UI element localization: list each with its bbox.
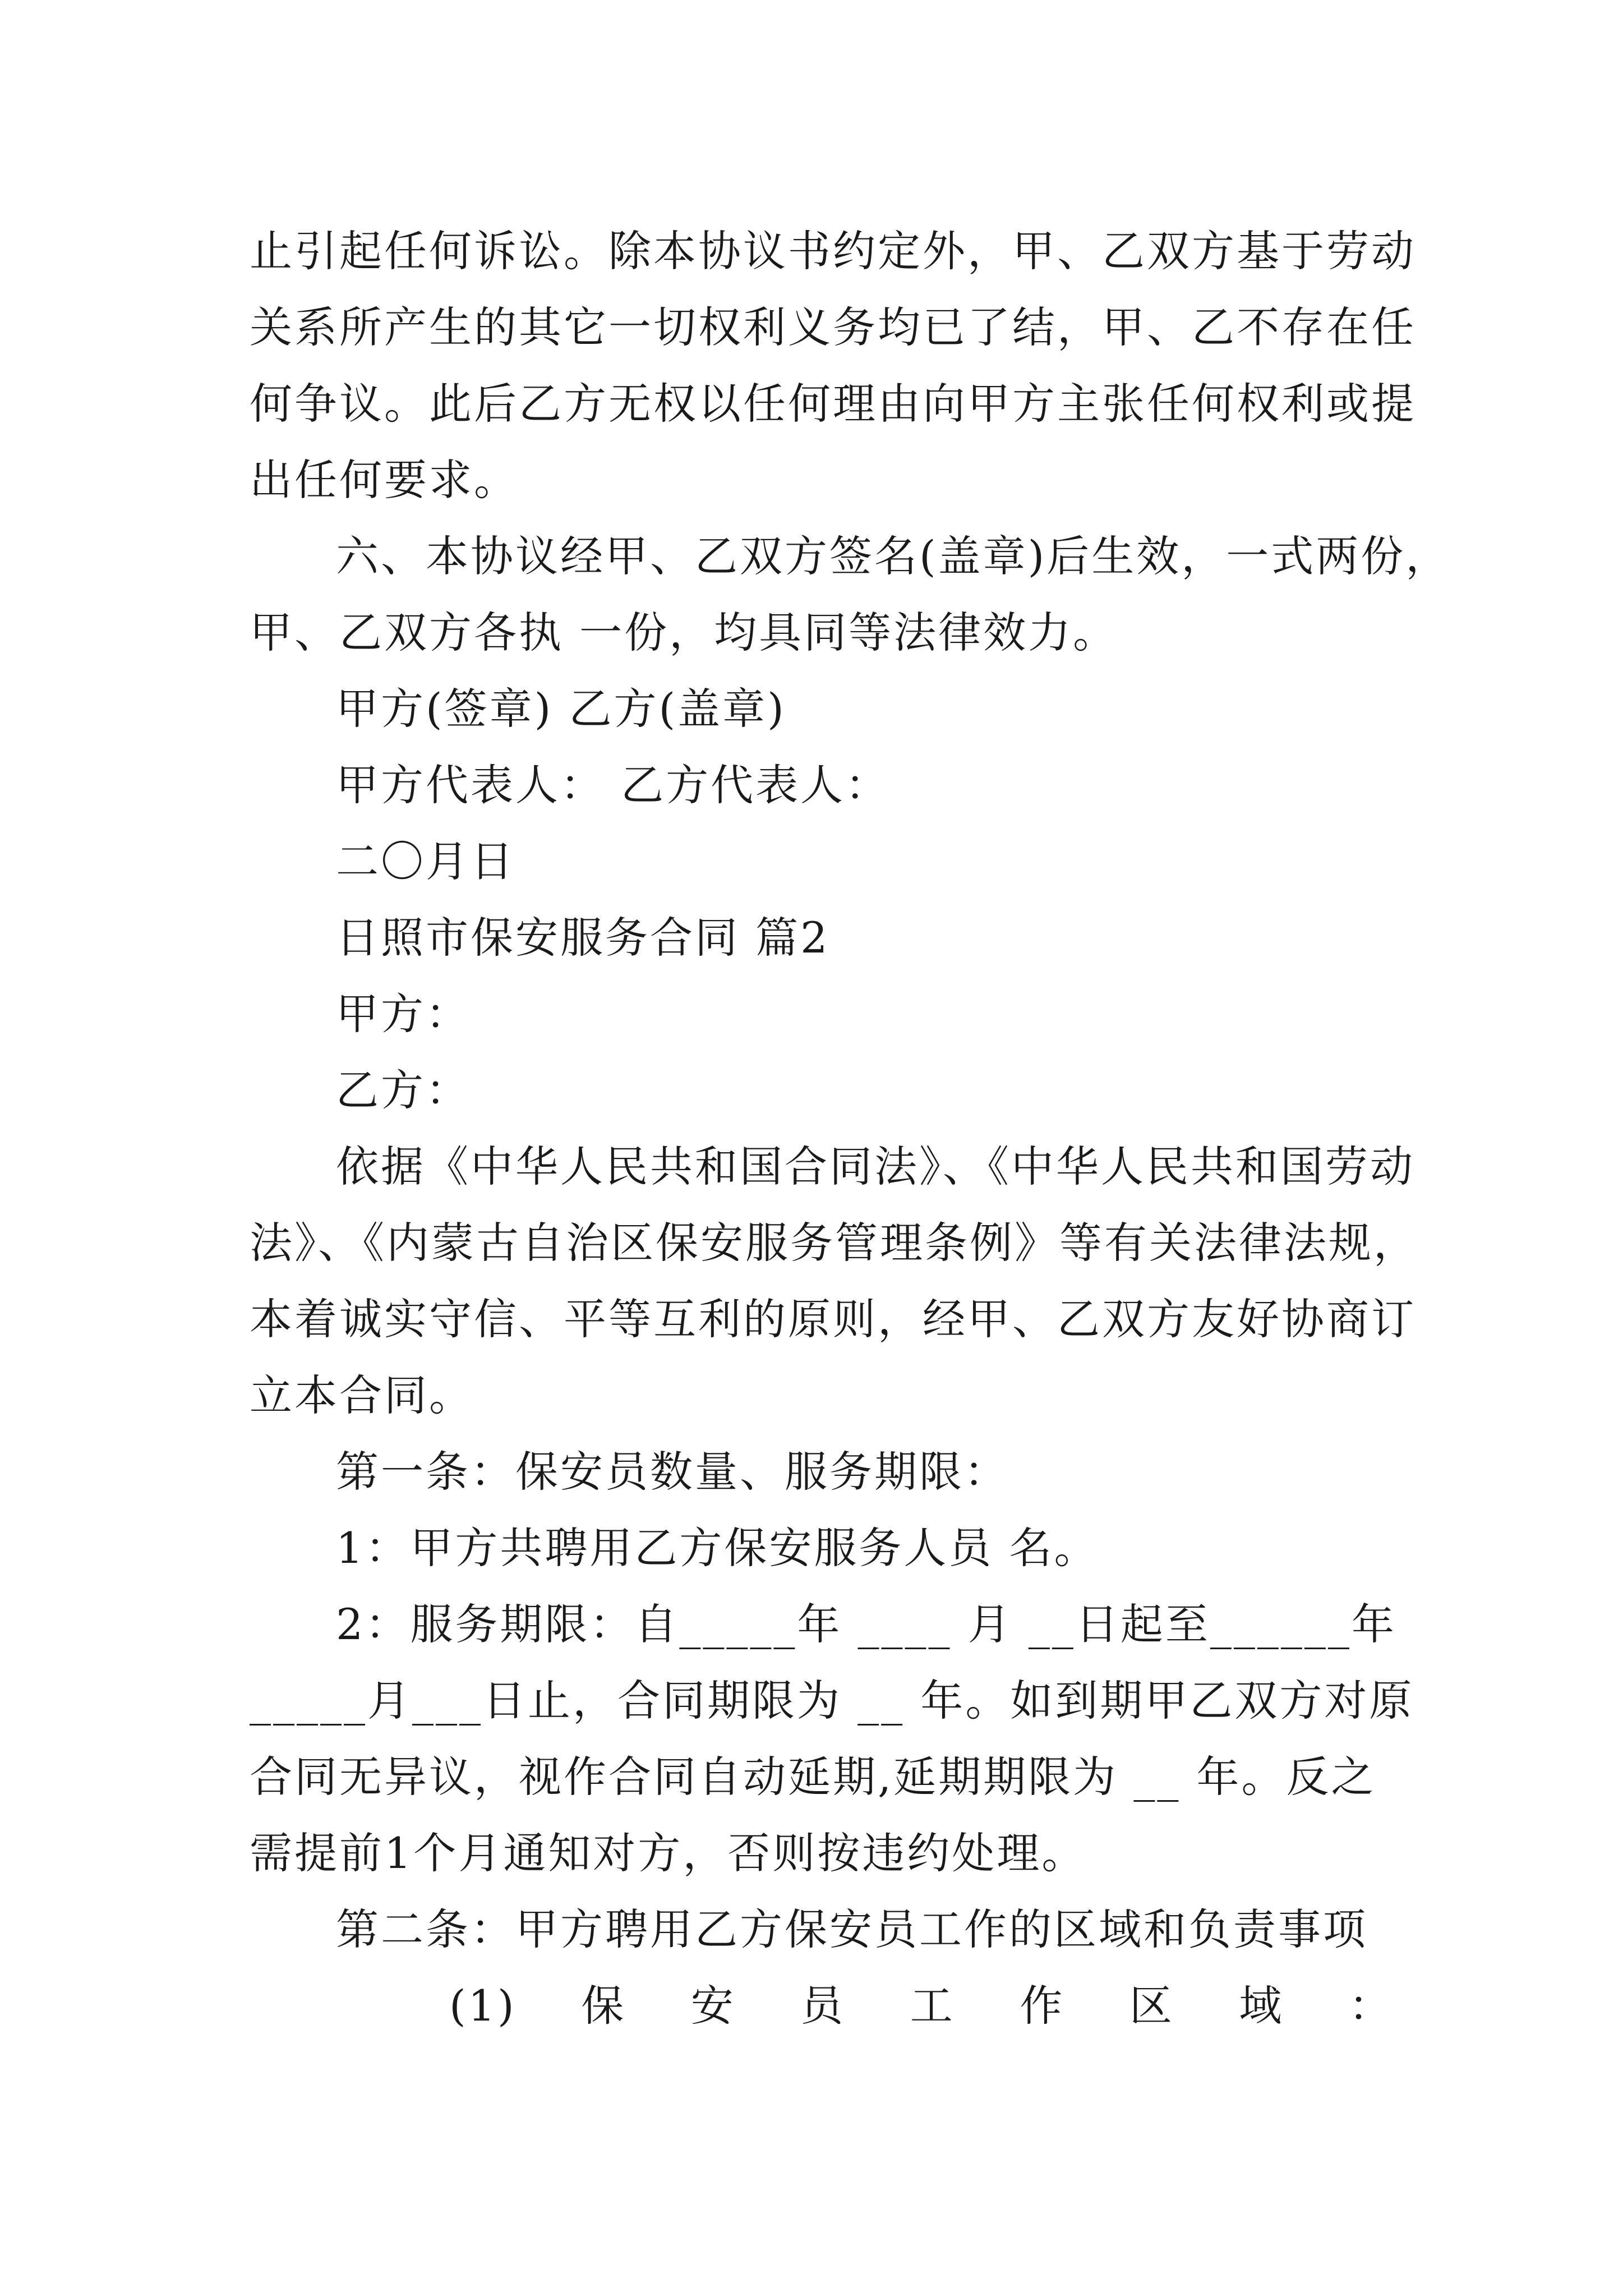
paragraph-line: 需提前1个月通知对方，否则按违约处理。 [250,1828,1087,1878]
work-area-part: 作 [1020,1981,1065,2031]
party-b-line: 乙方： [336,1065,471,1115]
article-heading: 第一条：保安员数量、服务期限： [336,1447,1009,1497]
paragraph-line: 止引起任何诉讼。除本协议书约定外，甲、乙双方基于劳动 [250,226,1416,276]
work-area-part: 安 [690,1981,736,2031]
paragraph-line: 何争议。此后乙方无权以任何理由向甲方主张任何权利或提 [250,379,1416,429]
work-area-part: 员 [800,1981,846,2031]
work-area-part: (1) [449,1981,517,2031]
paragraph-line: 1：甲方共聘用乙方保安服务人员 名。 [336,1523,1099,1573]
paragraph-line: _____月___日止，合同期限为 __ 年。如到期甲乙双方对原 [250,1676,1414,1726]
work-area-line [250,1968,1394,2044]
paragraph-line: 六、本协议经甲、乙双方签名(盖章)后生效，一式两份， [336,531,1451,581]
work-area-part: 区 [1129,1981,1174,2031]
paragraph-line: 本着诚实守信、平等互利的原则，经甲、乙双方友好协商订 [250,1294,1416,1344]
work-area-part: 工 [910,1981,955,2031]
paragraph-line: 甲、乙双方各执 一份，均具同等法律效力。 [250,608,1118,657]
work-area-part: 域 [1239,1981,1284,2031]
signature-line: 甲方(签章) 乙方(盖章) [336,684,786,734]
article-heading: 第二条：甲方聘用乙方保安员工作的区域和负责事项 [336,1904,1368,1954]
paragraph-line: 出任何要求。 [250,455,519,505]
representative-line: 甲方代表人： 乙方代表人： [336,760,891,810]
section-title: 日照市保安服务合同 篇2 [336,913,830,963]
party-a-line: 甲方： [336,989,471,1039]
paragraph-line: 立本合同。 [250,1370,474,1420]
date-line: 二〇月日 [336,836,515,886]
paragraph-line: 依据《中华人民共和国合同法》、《中华人民共和国劳动 [336,1142,1415,1191]
paragraph-line: 2：服务期限：自_____年 ____ 月 __日起至______年 [336,1599,1396,1649]
paragraph-line: 关系所产生的其它一切权利义务均已了结，甲、乙不存在任 [250,302,1416,352]
document-body [250,213,1451,2044]
work-area-part: 保 [581,1981,626,2031]
paragraph-line: 法》、《内蒙古自治区保安服务管理条例》等有关法律法规， [250,1218,1418,1268]
work-area-part: ： [1348,1981,1394,2031]
paragraph-line: 合同无异议，视作合同自动延期,延期期限为 __ 年。反之 [250,1752,1376,1802]
